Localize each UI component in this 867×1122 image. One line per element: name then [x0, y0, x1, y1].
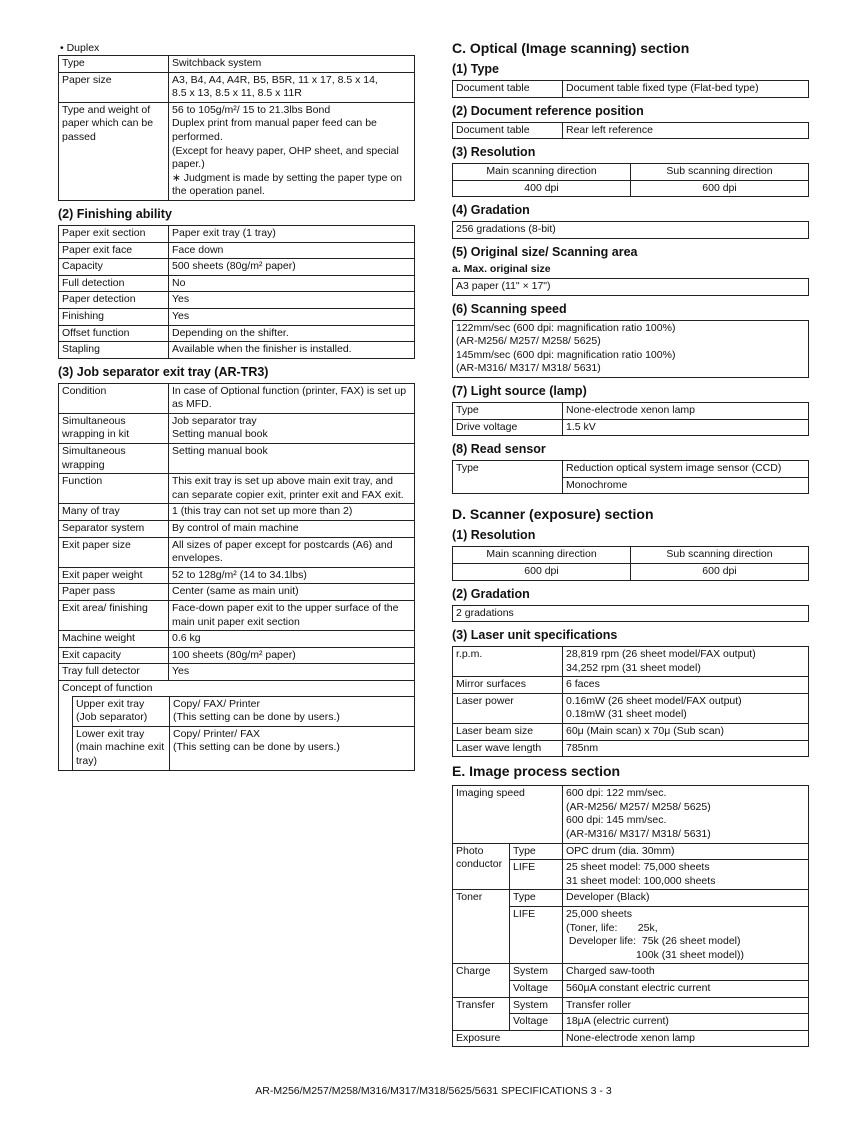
- cell-line: (Except for heavy paper, OHP sheet, and special paper.): [172, 144, 399, 171]
- table-row: [453, 647, 809, 677]
- scanning-speed-table: [452, 320, 809, 378]
- cell: Laser beam size: [453, 724, 563, 741]
- cell-line: (Toner, life: 25k,: [566, 921, 658, 934]
- cell: Imaging speed: [453, 786, 563, 843]
- cell-line: (This setting can be done by users.): [173, 741, 340, 754]
- cell: A3 paper (11" × 17"): [453, 278, 809, 295]
- cell: [169, 72, 415, 102]
- cell: Machine weight: [59, 631, 169, 648]
- cell: Paper exit face: [59, 242, 169, 259]
- cell: 400 dpi: [453, 180, 631, 197]
- cell: Laser power: [453, 693, 563, 723]
- cell: [169, 102, 415, 200]
- cell-line: 122mm/sec (600 dpi: magnification ratio 100%): [456, 321, 676, 334]
- original-size-heading: (5) Original size/ Scanning area: [452, 244, 638, 259]
- cell: [563, 786, 809, 843]
- table-row: [59, 275, 415, 292]
- light-source-heading: (7) Light source (lamp): [452, 383, 587, 398]
- cell-line: 145mm/sec (600 dpi: magnification ratio 100%): [456, 348, 676, 361]
- cell: Document table: [453, 81, 563, 98]
- optical-resolution-heading: (3) Resolution: [452, 145, 536, 160]
- optical-type-heading: (1) Type: [452, 62, 499, 76]
- cell: Voltage: [510, 980, 563, 997]
- cell-line: This exit tray is set up above main exit tray, and can separate copier exit, printer exit and FAX exit.: [172, 475, 404, 501]
- cell-line: Setting manual book: [172, 445, 268, 458]
- cell: [169, 413, 415, 443]
- cell: Paper size: [59, 72, 169, 102]
- cell: Rear left reference: [563, 122, 809, 139]
- table-row: [59, 308, 415, 325]
- cell: [169, 664, 415, 681]
- cell-line: 60μ (Main scan) x 70μ (Sub scan): [566, 725, 724, 738]
- table-row: [59, 102, 415, 200]
- cell: Toner: [453, 890, 510, 964]
- scanner-resolution-table: [452, 546, 809, 580]
- cell: Type: [510, 890, 563, 907]
- cell: [169, 601, 415, 631]
- table-row: [59, 225, 415, 242]
- table-row: [59, 56, 415, 73]
- cell: Capacity: [59, 259, 169, 276]
- left-column: [58, 40, 415, 771]
- optical-reference-heading: (2) Document reference position: [452, 103, 644, 118]
- cell: Transfer roller: [563, 997, 809, 1014]
- cell: 18μA (electric current): [563, 1014, 809, 1031]
- concept-label: Concept of function: [62, 681, 153, 694]
- cell: Exposure: [453, 1030, 563, 1047]
- cell: Upper exit tray (Job separator): [73, 696, 170, 726]
- image-process-table: [452, 785, 809, 1047]
- table-row: [59, 413, 415, 443]
- cell-line: Copy/ FAX/ Printer: [173, 697, 260, 710]
- laser-unit-table: [452, 646, 809, 757]
- cell: System: [510, 964, 563, 981]
- concept-table: [72, 696, 414, 770]
- table-row: [73, 696, 415, 726]
- scanner-gradation-table: [452, 605, 809, 623]
- cell: LIFE: [510, 860, 563, 890]
- cell: r.p.m.: [453, 647, 563, 677]
- cell-line: Duplex print from manual paper feed can be performed.: [172, 117, 377, 143]
- cell-line: 31 sheet model: 100,000 sheets: [566, 874, 716, 887]
- table-row: [453, 677, 809, 694]
- table-row: [59, 631, 415, 648]
- table-row: [59, 242, 415, 259]
- cell: 1.5 kV: [563, 419, 809, 436]
- cell: 600 dpi: [631, 563, 809, 580]
- cell: Paper pass: [59, 584, 169, 601]
- original-size-table: [452, 278, 809, 296]
- optical-resolution-table: [452, 163, 809, 197]
- cell: 600 dpi: [631, 180, 809, 197]
- cell: Separator system: [59, 521, 169, 538]
- cell: None-electrode xenon lamp: [563, 1030, 809, 1047]
- cell-line: 6 faces: [566, 678, 600, 691]
- cell: Charge: [453, 964, 510, 997]
- table-row: [453, 693, 809, 723]
- cell: Depending on the shifter.: [169, 325, 415, 342]
- cell-line: 25 sheet model: 75,000 sheets: [566, 861, 710, 874]
- cell: [170, 726, 415, 769]
- finishing-table: [58, 225, 415, 359]
- cell-line: A3, B4, A4, A4R, B5, B5R, 11 x 17, 8.5 x 14,: [172, 73, 378, 86]
- cell: Type: [453, 461, 563, 494]
- cell-line: 100k (31 sheet model)): [566, 948, 744, 961]
- cell: Drive voltage: [453, 419, 563, 436]
- table-row: [59, 259, 415, 276]
- read-sensor-table: [452, 460, 809, 494]
- cell-line: 28,819 rpm (26 sheet model/FAX output): [566, 648, 756, 661]
- cell: Stapling: [59, 342, 169, 359]
- job-separator-heading: (3) Job separator exit tray (AR-TR3): [58, 364, 269, 379]
- duplex-table: [58, 55, 415, 201]
- cell: Sub scanning direction: [631, 164, 809, 181]
- cell-line: (This setting can be done by users.): [173, 711, 340, 724]
- cell: Many of tray: [59, 504, 169, 521]
- table-row: [453, 419, 809, 436]
- cell-line: 0.16mW (26 sheet model/FAX output): [566, 694, 742, 707]
- cell: [169, 647, 415, 664]
- cell: Finishing: [59, 308, 169, 325]
- cell: [169, 631, 415, 648]
- cell: System: [510, 997, 563, 1014]
- cell: [169, 537, 415, 567]
- cell-line: In case of Optional function (printer, FAX) is set up as MFD.: [172, 384, 407, 411]
- cell-line: 0.6 kg: [172, 632, 201, 645]
- cell-line: 56 to 105g/m²/ 15 to 21.3lbs Bond: [172, 103, 331, 116]
- cell-line: (AR-M256/ M257/ M258/ 5625): [456, 335, 601, 348]
- optical-type-table: [452, 80, 809, 98]
- cell-line: 600 dpi: 145 mm/sec.: [566, 814, 667, 827]
- cell-line: (AR-M316/ M317/ M318/ 5631): [456, 362, 601, 375]
- cell: [169, 56, 415, 73]
- cell: [563, 647, 809, 677]
- cell: [563, 693, 809, 723]
- cell: Condition: [59, 383, 169, 413]
- cell: [169, 504, 415, 521]
- cell: Yes: [169, 292, 415, 309]
- cell: Paper exit tray (1 tray): [169, 225, 415, 242]
- table-row: [453, 724, 809, 741]
- cell: [169, 567, 415, 584]
- cell: Exit area/ finishing: [59, 601, 169, 631]
- laser-unit-heading: (3) Laser unit specifications: [452, 628, 618, 643]
- cell: Exit paper weight: [59, 567, 169, 584]
- cell: OPC drum (dia. 30mm): [563, 843, 809, 860]
- cell: [169, 444, 415, 474]
- table-row: [59, 444, 415, 474]
- table-row: [59, 292, 415, 309]
- cell-line: 8.5 x 13, 8.5 x 11, 8.5 x 11R: [172, 87, 302, 100]
- cell-line: Switchback system: [172, 57, 262, 69]
- cell: Simultaneous wrapping in kit: [59, 413, 169, 443]
- cell: [563, 740, 809, 757]
- cell: Simultaneous wrapping: [59, 444, 169, 474]
- image-process-section-title: E. Image process section: [452, 763, 621, 780]
- cell: Document table fixed type (Flat-bed type): [563, 81, 809, 98]
- cell: Lower exit tray (main machine exit tray): [73, 726, 170, 769]
- scanner-resolution-heading: (1) Resolution: [452, 528, 536, 543]
- cell: Type: [510, 843, 563, 860]
- cell-line: 0.18mW (31 sheet model): [566, 708, 687, 721]
- table-row: [59, 72, 415, 102]
- cell-line: 600 dpi: 122 mm/sec.: [566, 787, 667, 800]
- optical-reference-table: [452, 122, 809, 140]
- cell-line: By control of main machine: [172, 522, 299, 535]
- max-original-size-subheading: a. Max. original size: [452, 262, 551, 275]
- cell: LIFE: [510, 907, 563, 964]
- cell: Developer (Black): [563, 890, 809, 907]
- cell: Voltage: [510, 1014, 563, 1031]
- scanning-speed-heading: (6) Scanning speed: [452, 301, 567, 316]
- cell: Exit capacity: [59, 647, 169, 664]
- table-row: [59, 567, 415, 584]
- cell-line: 785nm: [566, 741, 599, 754]
- cell: Reduction optical system image sensor (CCD): [563, 461, 809, 478]
- cell: [169, 474, 415, 504]
- table-row: [59, 342, 415, 359]
- cell: Yes: [169, 308, 415, 325]
- light-source-table: [452, 402, 809, 436]
- cell: Offset function: [59, 325, 169, 342]
- cell-line: 1 (this tray can not set up more than 2): [172, 505, 353, 518]
- table-row: [59, 521, 415, 538]
- cell: Main scanning direction: [453, 547, 631, 564]
- cell: Laser wave length: [453, 740, 563, 757]
- cell: Face down: [169, 242, 415, 259]
- cell: [170, 696, 415, 726]
- cell: Transfer: [453, 997, 510, 1030]
- cell-line: (AR-M316/ M317/ M318/ 5631): [566, 828, 711, 841]
- scanner-section-title: D. Scanner (exposure) section: [452, 506, 654, 523]
- cell: Type: [453, 402, 563, 419]
- cell: None-electrode xenon lamp: [563, 402, 809, 419]
- table-row: [59, 474, 415, 504]
- table-row: [453, 402, 809, 419]
- cell-line: (AR-M256/ M257/ M258/ 5625): [566, 800, 711, 813]
- table-row: [59, 664, 415, 681]
- cell-line: Copy/ Printer/ FAX: [173, 727, 260, 740]
- cell-line: Job separator tray: [172, 414, 257, 427]
- cell-line: 100 sheets (80g/m² paper): [172, 648, 296, 661]
- cell-line: Center (same as main unit): [172, 585, 299, 598]
- cell: 500 sheets (80g/m² paper): [169, 259, 415, 276]
- cell: Exit paper size: [59, 537, 169, 567]
- cell: [169, 584, 415, 601]
- finishing-heading: (2) Finishing ability: [58, 206, 172, 221]
- cell-line: Yes: [172, 665, 190, 678]
- cell: Type and weight of paper which can be passed: [59, 102, 169, 200]
- cell: Paper exit section: [59, 225, 169, 242]
- cell-line: ∗ Judgment is made by setting the paper type on the operation panel.: [172, 171, 403, 198]
- cell-line: Face-down paper exit to the upper surface of the main unit paper exit section: [172, 602, 399, 628]
- optical-gradation-table: [452, 221, 809, 239]
- cell: Tray full detector: [59, 664, 169, 681]
- cell: Main scanning direction: [453, 164, 631, 181]
- cell: [563, 907, 809, 964]
- duplex-heading: • Duplex: [60, 42, 100, 54]
- cell: Charged saw-tooth: [563, 964, 809, 981]
- cell: [563, 860, 809, 890]
- table-row: [59, 647, 415, 664]
- read-sensor-heading: (8) Read sensor: [452, 442, 546, 457]
- cell: Type: [59, 56, 169, 73]
- cell-line: 34,252 rpm (31 sheet model): [566, 661, 701, 674]
- table-row: [73, 726, 415, 769]
- table-row: [59, 680, 415, 770]
- page-footer: AR-M256/M257/M258/M316/M317/M318/5625/5631 SPECIFICATIONS 3 - 3: [255, 1085, 612, 1097]
- table-row: [59, 584, 415, 601]
- optical-section-title: C. Optical (Image scanning) section: [452, 40, 690, 56]
- table-row: [453, 740, 809, 757]
- job-separator-table: [58, 383, 415, 771]
- cell-line: 52 to 128g/m² (14 to 34.1lbs): [172, 568, 307, 581]
- cell: 256 gradations (8-bit): [453, 222, 809, 239]
- table-row: [59, 325, 415, 342]
- optical-gradation-heading: (4) Gradation: [452, 203, 530, 218]
- concept-cell: [59, 680, 415, 770]
- cell: [169, 521, 415, 538]
- cell: Paper detection: [59, 292, 169, 309]
- scanner-gradation-heading: (2) Gradation: [452, 586, 530, 601]
- cell: Mirror surfaces: [453, 677, 563, 694]
- cell: [563, 724, 809, 741]
- cell: No: [169, 275, 415, 292]
- cell: Document table: [453, 122, 563, 139]
- cell: 2 gradations: [453, 605, 809, 622]
- cell: [563, 677, 809, 694]
- cell: Available when the finisher is installed.: [169, 342, 415, 359]
- cell-line: All sizes of paper except for postcards (A6) and envelopes.: [172, 538, 393, 565]
- cell-line: Developer life: 75k (26 sheet model): [566, 935, 741, 948]
- cell-line: Setting manual book: [172, 428, 268, 441]
- right-column: [452, 40, 809, 1047]
- cell: Full detection: [59, 275, 169, 292]
- cell: Monochrome: [563, 477, 809, 494]
- cell: 600 dpi: [453, 563, 631, 580]
- cell-line: 25,000 sheets: [566, 908, 632, 920]
- cell: [453, 320, 809, 377]
- cell: Photo conductor: [453, 843, 510, 890]
- table-row: [59, 383, 415, 413]
- cell: Function: [59, 474, 169, 504]
- cell: [169, 383, 415, 413]
- cell: Sub scanning direction: [631, 547, 809, 564]
- table-row: [59, 601, 415, 631]
- cell: 560μA constant electric current: [563, 980, 809, 997]
- table-row: [59, 537, 415, 567]
- table-row: [59, 504, 415, 521]
